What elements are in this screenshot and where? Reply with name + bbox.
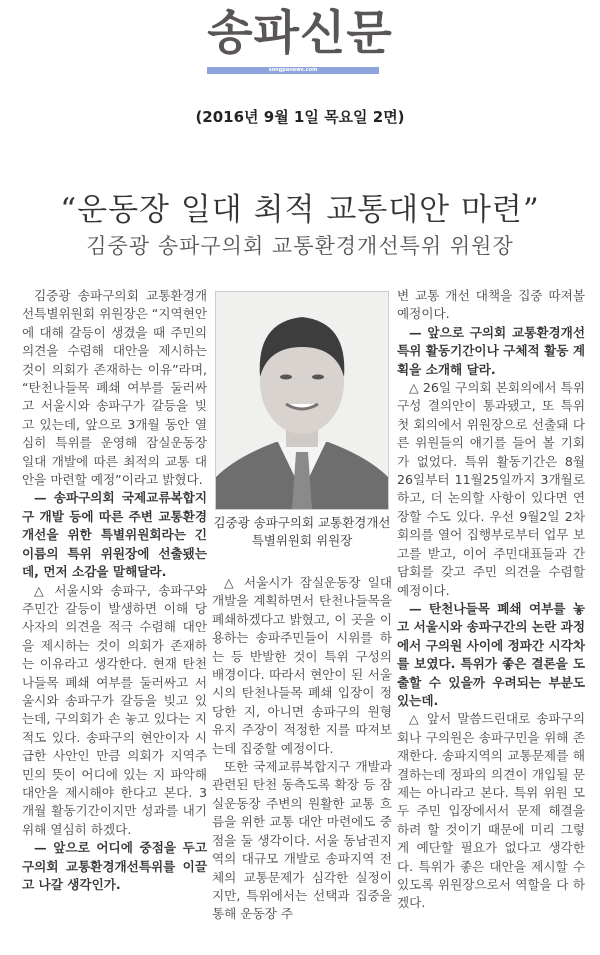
article-paragraph: 변 교통 개선 대책을 집중 따져볼 예정이다. <box>397 288 585 322</box>
article-paragraph: △ 26일 구의회 본회의에서 특위 구성 결의안이 통과됐고, 또 특위 첫 회의에서 위원장으로 선출돼 다른 위원들의 얘기를 들어 볼 기회가 없었다. 특위 활동기간은 8월26일부터 11월25일까지 3개월로 하고, 더 논의할 사항이 있다면 연장할 수도 있다. 우선 9월2일 2차 회의를 열어 집행부로부터 업무 보고를 받고, 이어 주민대표들과 간담회를 갖고 주민 의견을 수렴할 예정이다. <box>397 380 585 598</box>
article-column-3 <box>397 287 585 913</box>
article-paragraph: 김중광 송파구의회 교통환경개선특별위원회 위원장은 “지역현안에 대해 갈등이 생겼을 때 주민의 의견을 수렴해 대안을 제시하는 것이 의회가 존재하는 이유”라며, “탄천나들목 폐쇄 여부를 둘러싸고 서울시와 송파구가 갈등을 빚고 있는데, 앞으로 3개월 동안 열심히 특위를 운영해 잠실운동장 일대 개발에 따른 최적의 교통 대안을 마련할 예정”이라고 밝혔다. <box>22 288 207 488</box>
publication-date: (2016년 9월 1일 목요일 2면) <box>195 108 405 126</box>
article-paragraph: △ 서울시와 송파구, 송파구와 주민간 갈등이 발생하면 이해 당사자의 의견을 적극 수렴해 대안을 제시하는 것이 의회가 존재하는 이유라고 생각한다. 현재 탄천나들목 폐쇄 여부를 둘러싸고 서울시와 송파구가 갈등을 빚고 있는데, 구의회가 손 놓고 있다는 지적도 있다. 송파구의 현안이자 시급한 사안인 만큼 의회가 지역주민의 뜻이 어디에 있는 지 파악해 대안을 제시해야 한다고 본다. 3개월 활동기간이지만 성과를 내기 위해 열심히 하겠다. <box>22 582 207 837</box>
newspaper-logo: 송파신문 <box>207 6 393 61</box>
portrait-photo <box>215 291 389 510</box>
interview-question: — 탄천나들목 폐쇄 여부를 놓고 서울시와 송파구간의 논란 과정에서 구의원 사이에 정파간 시각차를 보였다. 특위가 좋은 결론을 도출할 수 있을까 우려되는 부분도 있는데. <box>397 600 585 708</box>
article-paragraph: 또한 국제교류복합지구 개발과 관련된 탄천 동측도록 확장 등 잠실운동장 주변의 원활한 교통 흐름을 위한 교통 대안 마련에도 중점을 둘 생각이다. 서울 동남권지역의 대규모 개발로 송파지역 전체의 교통문제가 심각한 실정이지만, 특위에서는 선택과 집중을 통해 운동장 주 <box>212 759 392 922</box>
article-headline: “운동장 일대 최적 교통대안 마련” <box>60 192 540 228</box>
interview-question: — 앞으로 어디에 중점을 두고 구의회 교통환경개선특위를 이끌고 나갈 생각인가. <box>22 840 207 892</box>
photo-caption-line1: 김중광 송파구의회 교통환경개선 <box>213 515 391 530</box>
photo-caption-line2: 특별위원회 위원장 <box>251 533 353 548</box>
photo-caption <box>208 514 396 550</box>
article-subheadline: 김중광 송파구의회 교통환경개선특위 위원장 <box>86 234 514 258</box>
article-column-1 <box>22 287 207 894</box>
interview-question: — 앞으로 구의회 교통환경개선특위 활동기간이나 구체적 활동 계획을 소개해 달라. <box>397 324 585 377</box>
article-paragraph: △ 서울시가 잠실운동장 일대 개발을 계획하면서 탄천나들목을 폐쇄하겠다고 밝혔고, 이 곳을 이용하는 송파주민들이 시위를 하는 등 반발한 것이 특위 구성의 배경이다. 따라서 현안이 된 서울시의 탄천나들목 폐쇄 입장이 정당한 지, 아니면 송파구의 원형 유지 주장이 적정한 지를 따져보는데 집중할 예정이다. <box>212 575 392 756</box>
interview-question: — 송파구의회 국제교류복합지구 개발 등에 따른 주변 교통환경 개선을 위한 특별위원회라는 긴 이름의 특위 위원장에 선출됐는데, 먼저 소감을 말해달라. <box>22 490 207 580</box>
article-paragraph: △ 앞서 말씀드린대로 송파구의회나 구의원은 송파구민을 위해 존재한다. 송파지역의 교통문제를 해결하는데 정파의 의견이 개입될 문제는 아니라고 본다. 특위 위원 모두 주민 입장에서서 문제 해결을 하려 할 것이기 때문에 미리 그렇게 예단할 필요가 없다고 생각한다. 특위가 좋은 대안을 제시할 수 있도록 위원장으로서 역할을 다 하겠다. <box>397 711 585 911</box>
logo-url-bar: songpanews.com <box>207 67 379 74</box>
portrait-image <box>216 292 388 509</box>
article-column-2 <box>212 574 392 924</box>
